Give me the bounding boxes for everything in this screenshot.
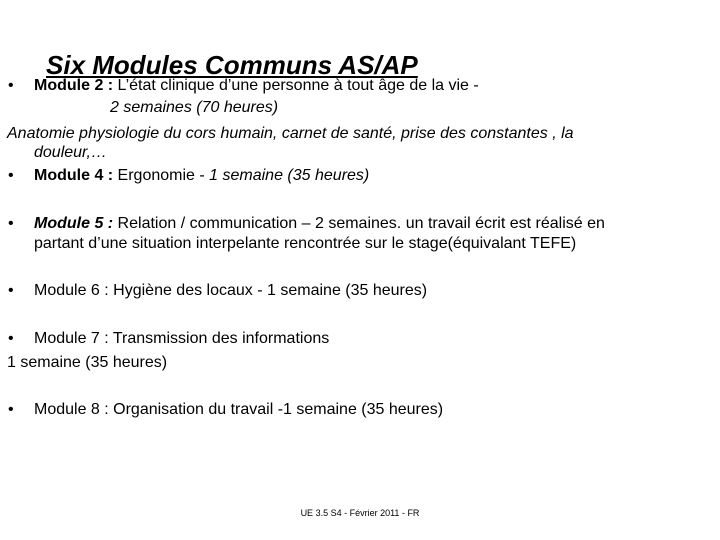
module5-line1 xyxy=(34,214,605,234)
bullet-module7: • xyxy=(8,330,14,347)
module4-duration: 1 semaine (35 heures) xyxy=(209,167,370,184)
module7-duration: 1 semaine (35 heures) xyxy=(7,354,168,371)
slide-footer: UE 3.5 S4 - Février 2011 - FR xyxy=(300,508,420,518)
bullet-module6: • xyxy=(8,282,14,299)
bullet-module5: • xyxy=(8,215,14,232)
module2-text: L’état clinique d’une personne à tout âge de la vie - xyxy=(113,77,479,94)
module2-detail-line1: Anatomie physiologie du cors humain, carnet de santé, prise des constantes , la xyxy=(7,125,574,142)
slide-title: Six Modules Communs AS/AP xyxy=(46,50,418,80)
module4-line xyxy=(34,166,369,186)
module7-line: Module 7 : Transmission des informations xyxy=(34,330,330,347)
module2-detail-line2: douleur,… xyxy=(34,144,107,161)
module5-label: Module 5 : xyxy=(34,215,114,232)
module4-text: Ergonomie - xyxy=(113,167,210,184)
module4-label: Module 4 : xyxy=(34,167,114,184)
module5-text: Relation / communication – 2 semaines. un travail écrit est réalisé en xyxy=(113,215,605,232)
module6-line: Module 6 : Hygiène des locaux - 1 semaine (35 heures) xyxy=(34,282,428,299)
bullet-module2: • xyxy=(8,77,14,94)
module2-duration: 2 semaines (70 heures) xyxy=(110,99,279,116)
module2-label: Module 2 : xyxy=(34,77,114,94)
module8-line: Module 8 : Organisation du travail -1 semaine (35 heures) xyxy=(34,401,444,418)
bullet-module4: • xyxy=(8,167,14,184)
module5-line2: partant d’une situation interpelante rencontrée sur le stage(équivalant TEFE) xyxy=(34,235,577,252)
bullet-module8: • xyxy=(8,401,14,418)
